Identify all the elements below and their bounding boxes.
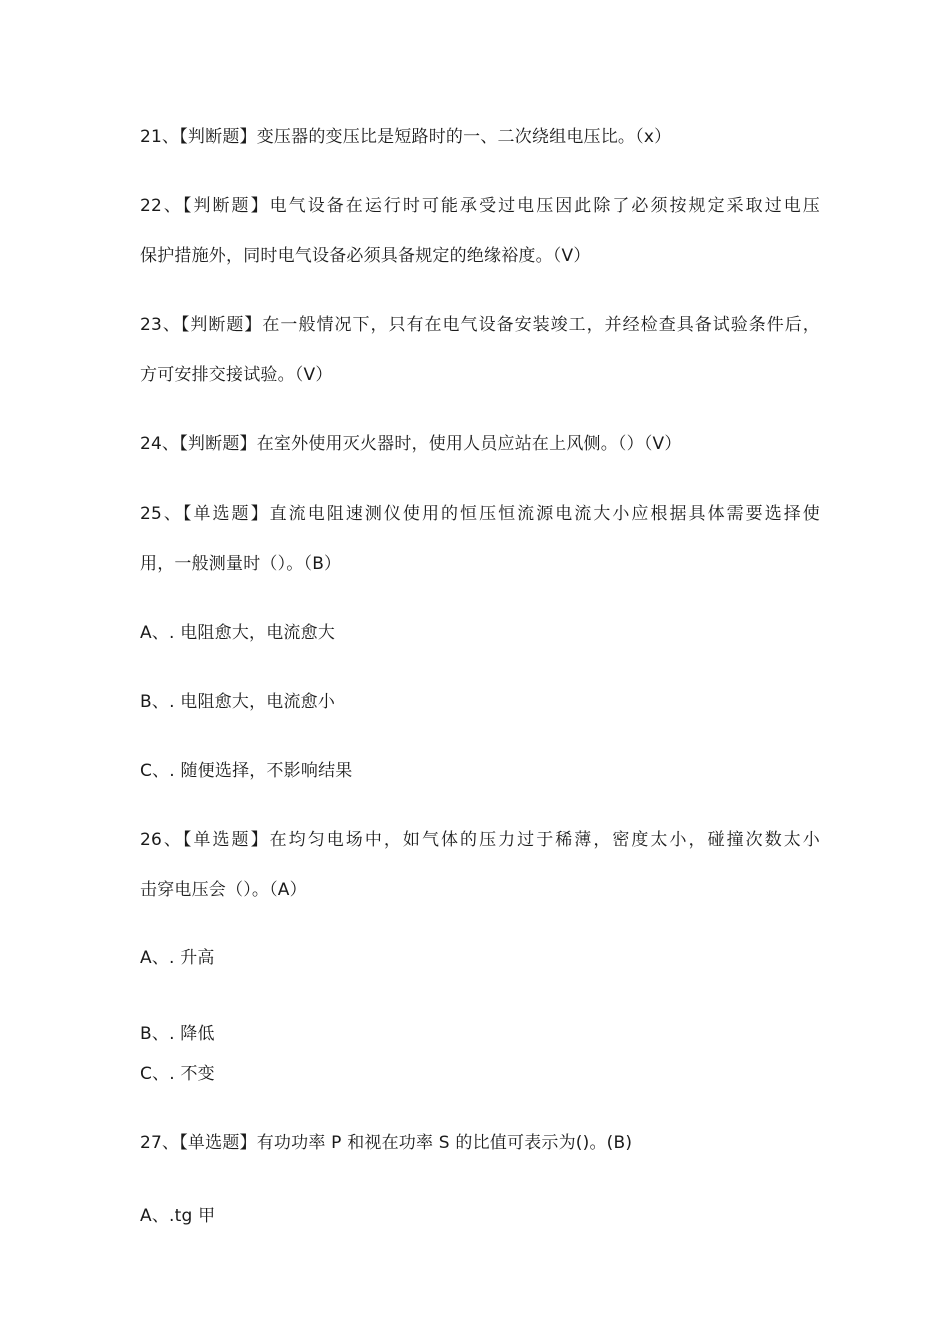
question-25-option-b: B、. 电阻愈大，电流愈小 xyxy=(140,692,336,712)
question-23-line-2: 方可安排交接试验。（V） xyxy=(140,365,333,385)
question-26-option-b: B、. 降低 xyxy=(140,1024,215,1044)
question-26-option-a: A、. 升高 xyxy=(140,948,215,968)
question-22-line-1: 22、【判断题】电气设备在运行时可能承受过电压因此除了必须按规定采取过电压 xyxy=(140,196,820,216)
question-26-line-1: 26、【单选题】在均匀电场中，如气体的压力过于稀薄，密度太小，碰撞次数太小 xyxy=(140,830,820,850)
question-26-line-2: 击穿电压会（）。（A） xyxy=(140,880,307,900)
question-27-option-a: A、.tg 甲 xyxy=(140,1206,216,1226)
question-26-option-c: C、. 不变 xyxy=(140,1064,215,1084)
question-22-line-2: 保护措施外，同时电气设备必须具备规定的绝缘裕度。（V） xyxy=(140,246,591,266)
question-24: 24、【判断题】在室外使用灭火器时，使用人员应站在上风侧。（）（V） xyxy=(140,434,682,454)
question-25-line-2: 用，一般测量时（）。（B） xyxy=(140,554,342,574)
question-25-option-c: C、. 随便选择，不影响结果 xyxy=(140,761,353,781)
question-25-line-1: 25、【单选题】直流电阻速测仪使用的恒压恒流源电流大小应根据具体需要选择使 xyxy=(140,504,820,524)
question-21: 21、【判断题】变压器的变压比是短路时的一、二次绕组电压比。（x） xyxy=(140,127,672,147)
question-27: 27、【单选题】有功功率 P 和视在功率 S 的比值可表示为()。(B) xyxy=(140,1133,633,1153)
question-25-option-a: A、. 电阻愈大，电流愈大 xyxy=(140,623,336,643)
question-23-line-1: 23、【判断题】在一般情况下，只有在电气设备安装竣工，并经检查具备试验条件后， xyxy=(140,315,820,335)
